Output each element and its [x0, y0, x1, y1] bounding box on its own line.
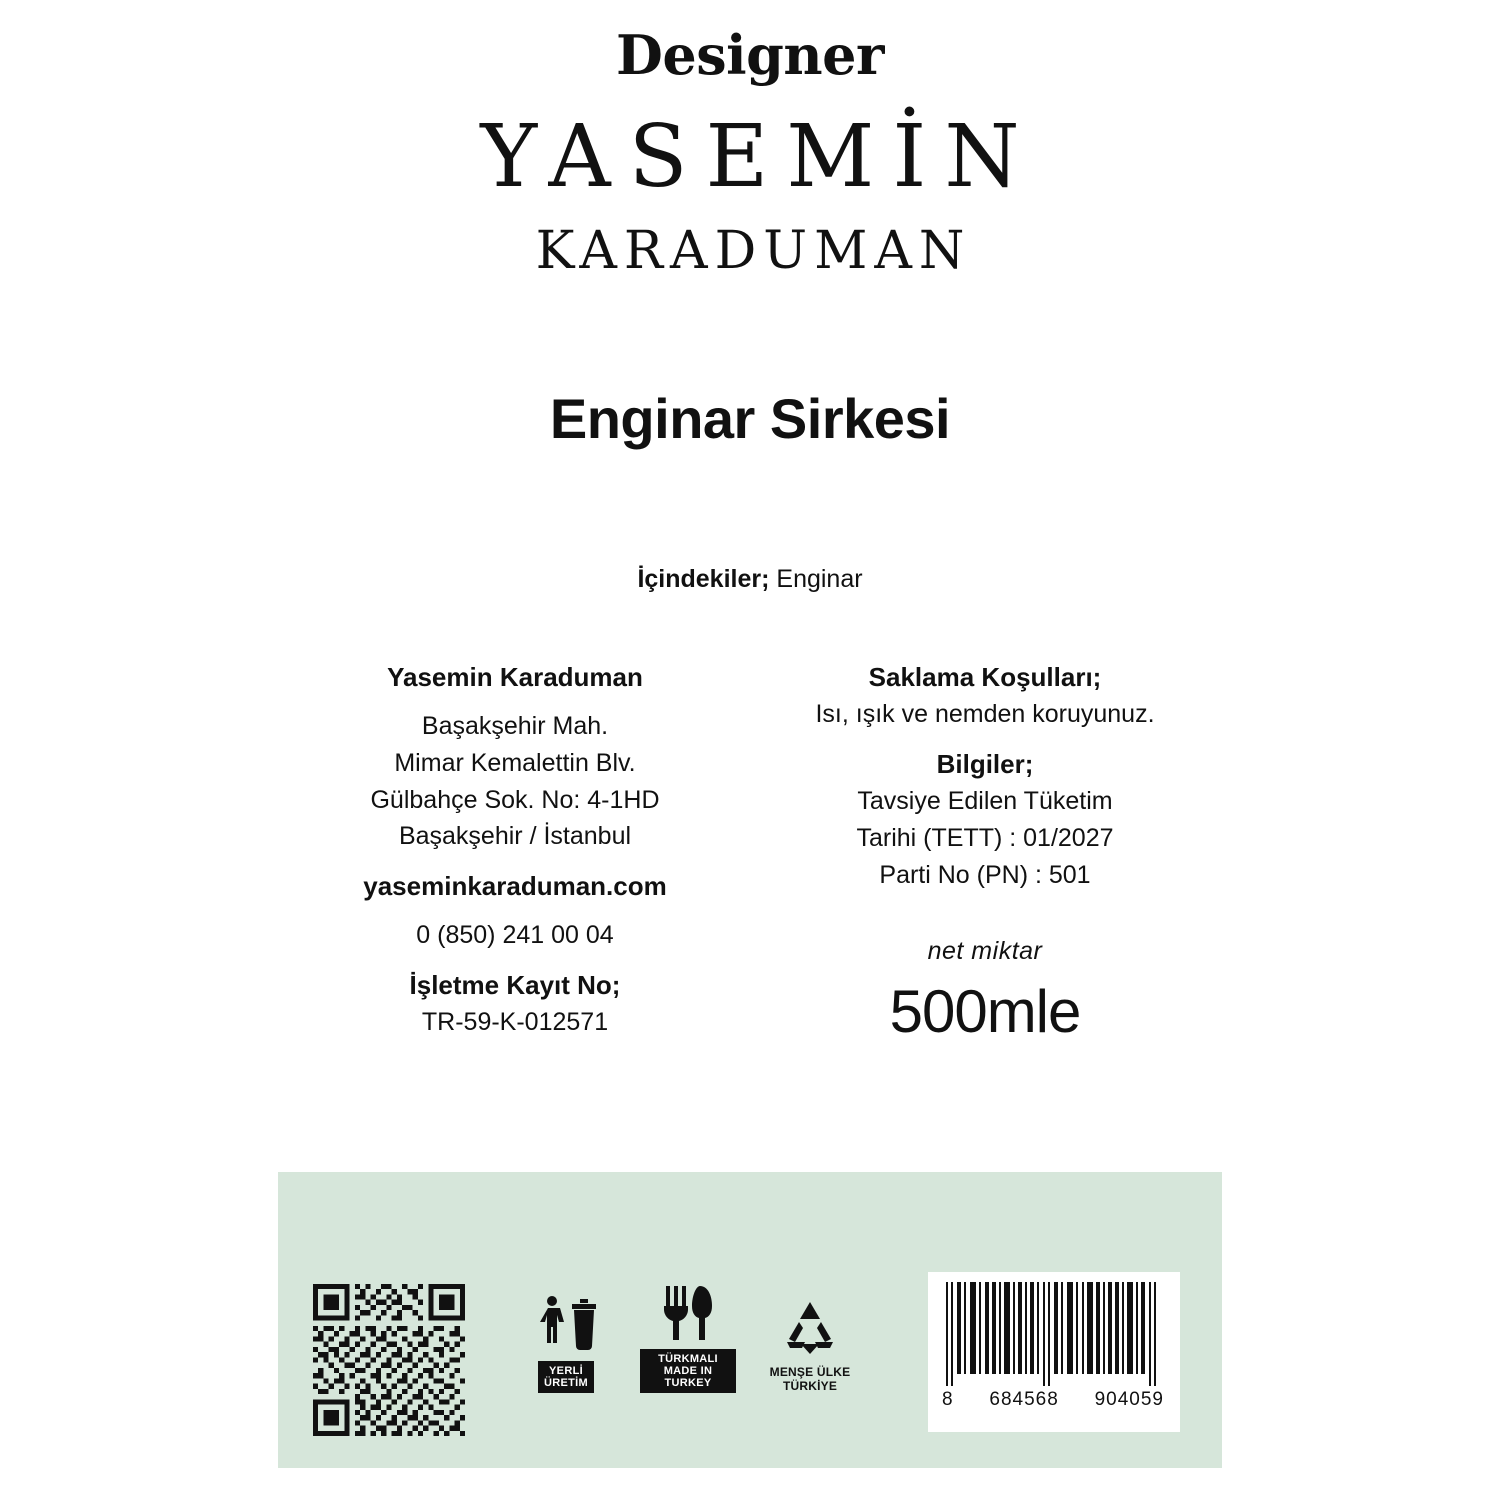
icon-item-yerli-uretim — [518, 1294, 614, 1393]
info-line-3: Parti No (PN) : 501 — [879, 860, 1091, 889]
storage-label: Saklama Koşulları; — [868, 662, 1102, 692]
mense-ulke-caption — [762, 1366, 858, 1393]
address-line-3: Gülbahçe Sok. No: 4-1HD — [370, 785, 660, 814]
phone-number[interactable]: 0 (850) 241 00 04 — [416, 921, 614, 950]
icon-item-mense-ulke — [762, 1300, 858, 1393]
qr-code-icon — [313, 1284, 465, 1436]
barcode-group-2: 904059 — [1094, 1389, 1164, 1410]
storage-info-column — [770, 658, 1200, 1056]
qr-code[interactable] — [313, 1284, 465, 1436]
ingredients-label: İçindekiler; — [637, 565, 770, 593]
company-name: Yasemin Karaduman — [387, 662, 643, 692]
yerli-uretim-badge — [538, 1361, 594, 1393]
info-columns — [300, 658, 1200, 1056]
recycle-icon — [781, 1300, 839, 1356]
mense-ulke-line2: TÜRKİYE — [782, 1378, 838, 1393]
brand-name: YASEMİN — [480, 107, 1038, 207]
address-line-1: Başakşehir Mah. — [421, 712, 609, 741]
barcode-lead-digit: 8 — [942, 1389, 954, 1410]
yerli-uretim-line2: ÜRETİM — [544, 1377, 588, 1390]
net-quantity-block — [770, 933, 1200, 1056]
registration-label: İşletme Kayıt No; — [409, 970, 621, 1001]
brand-designer: Designer — [616, 23, 884, 87]
certification-icons — [518, 1282, 858, 1393]
address-line-4: Başakşehir / İstanbul — [398, 822, 632, 851]
barcode-group-1: 684568 — [989, 1389, 1059, 1410]
storage-value: Isı, ışık ve nemden koruyunuz. — [815, 700, 1155, 729]
registration-value: TR-59-K-012571 — [421, 1008, 609, 1037]
turkmali-line2: MADE IN TURKEY — [663, 1365, 713, 1390]
barcode-digits — [940, 1386, 1168, 1411]
turkmali-badge — [640, 1349, 736, 1393]
info-line-1: Tavsiye Edilen Tüketim — [857, 787, 1113, 816]
recycle-bin-icon — [534, 1294, 598, 1356]
net-quantity-value: 500mle — [889, 978, 1081, 1046]
brand-block — [0, 23, 1500, 282]
info-label: Bilgiler; — [936, 748, 1034, 779]
barcode-bars — [940, 1282, 1168, 1386]
food-safe-icon — [658, 1282, 718, 1344]
net-quantity-label: net miktar — [927, 937, 1043, 966]
yerli-uretim-line1: YERLİ — [549, 1365, 583, 1378]
brand-surname: KARADUMAN — [535, 220, 972, 281]
ingredients-line — [0, 565, 1500, 594]
address-line-2: Mimar Kemalettin Blv. — [394, 748, 636, 777]
icon-item-turkmali — [640, 1282, 736, 1393]
turkmali-line1: TÜRKMALI — [658, 1353, 718, 1365]
website-link[interactable]: yaseminkaraduman.com — [363, 871, 667, 902]
ingredients-value: Enginar — [776, 565, 863, 593]
product-title: Enginar Sirkesi — [549, 387, 951, 450]
manufacturer-column — [300, 658, 730, 1056]
info-line-2: Tarihi (TETT) : 01/2027 — [856, 823, 1114, 852]
barcode — [928, 1272, 1180, 1432]
mense-ulke-line1: MENŞE ÜLKE — [769, 1365, 851, 1380]
footer-panel — [278, 1172, 1222, 1468]
